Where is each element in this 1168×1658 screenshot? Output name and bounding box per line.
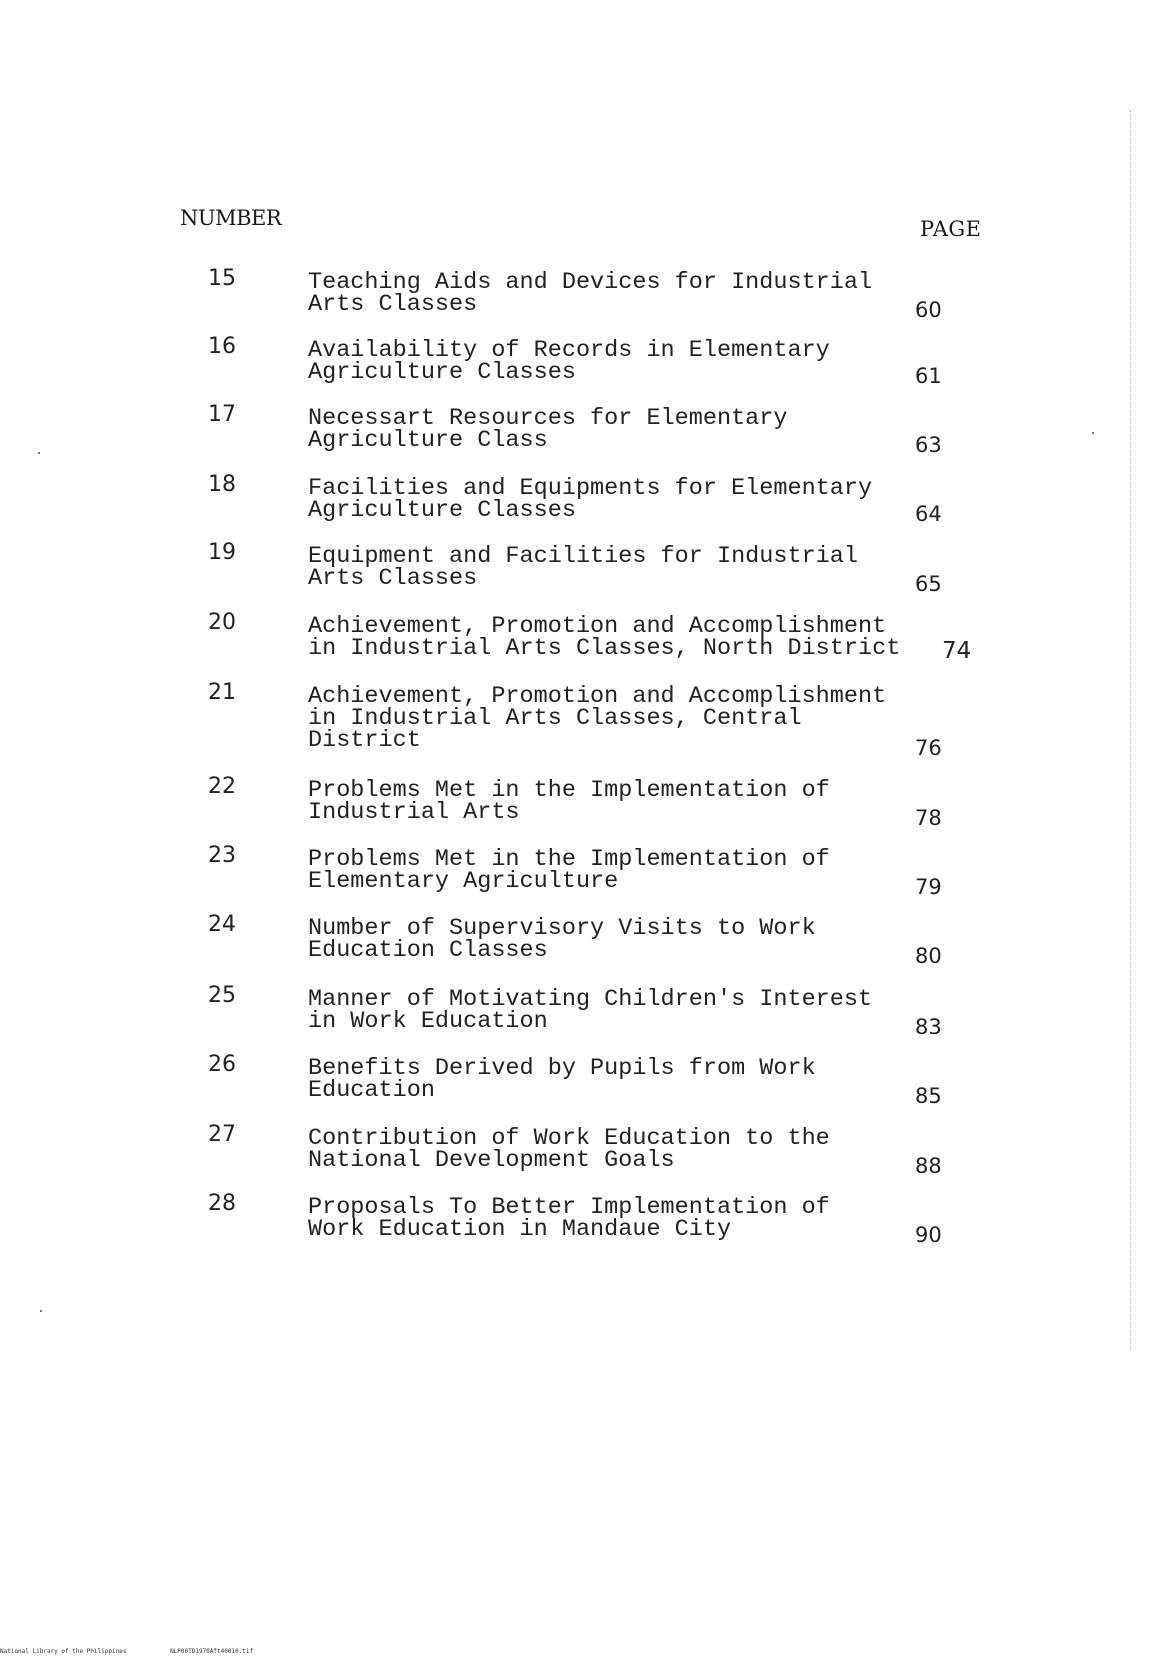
entry-title: Problems Met in the Implementation of Industrial Arts <box>308 777 830 826</box>
entry-page: 78 <box>915 806 942 830</box>
number-column-header: NUMBER <box>180 206 282 230</box>
scan-speck <box>1092 432 1094 434</box>
scan-edge-line <box>1130 110 1132 1350</box>
entry-number: 18 <box>208 472 236 497</box>
entry-title: Manner of Motivating Children's Interest in Work Education <box>308 986 873 1035</box>
entry-number: 28 <box>208 1191 236 1216</box>
entry-title: Availability of Records in Elementary Agriculture Classes <box>308 337 830 386</box>
page-column-header: PAGE <box>920 217 982 241</box>
entry-number: 26 <box>208 1052 236 1077</box>
scan-speck <box>38 452 40 454</box>
entry-number: 23 <box>208 843 236 868</box>
entry-number: 19 <box>208 540 236 565</box>
entry-number: 22 <box>208 774 236 799</box>
entry-number: 15 <box>208 266 236 291</box>
entry-title: Proposals To Better Implementation of Work Education in Mandaue City <box>308 1194 830 1243</box>
entry-page: 80 <box>915 944 942 968</box>
entry-title: Problems Met in the Implementation of Elementary Agriculture <box>308 846 830 895</box>
entry-page: 60 <box>915 298 942 322</box>
entry-page: 83 <box>915 1015 942 1039</box>
entry-page: 76 <box>915 736 942 760</box>
entry-title: Achievement, Promotion and Accomplishment in Industrial Arts Classes, Central District <box>308 683 887 754</box>
entry-title: Number of Supervisory Visits to Work Education Classes <box>308 915 816 964</box>
entry-number: 20 <box>208 610 236 635</box>
entry-page: 85 <box>915 1084 942 1108</box>
entry-page: 63 <box>915 433 942 457</box>
entry-page: 88 <box>915 1154 942 1178</box>
entry-page: 90 <box>915 1223 942 1247</box>
footer-library: National Library of the Philippines <box>0 1648 127 1655</box>
entry-title: Teaching Aids and Devices for Industrial Arts Classes <box>308 269 873 318</box>
entry-page: 74 <box>942 638 972 664</box>
scan-footer <box>0 1648 293 1655</box>
entry-title: Facilities and Equipments for Elementary Agriculture Classes <box>308 475 873 524</box>
entry-number: 17 <box>208 402 236 427</box>
entry-page: 79 <box>915 875 942 899</box>
entry-title: Benefits Derived by Pupils from Work Education <box>308 1055 816 1104</box>
entry-number: 24 <box>208 912 236 937</box>
entry-title: Necessart Resources for Elementary Agriculture Class <box>308 405 788 454</box>
entry-title: Contribution of Work Education to the National Development Goals <box>308 1125 830 1174</box>
entry-number: 16 <box>208 334 236 359</box>
scan-speck <box>40 1310 42 1312</box>
entry-page: 64 <box>915 502 942 526</box>
entry-title: Equipment and Facilities for Industrial Arts Classes <box>308 543 858 592</box>
entry-number: 21 <box>208 680 236 705</box>
entry-title: Achievement, Promotion and Accomplishment in Industrial Arts Classes, North District <box>308 613 901 662</box>
footer-filename: NLP00TD1970Aft40010.tif <box>170 1648 254 1655</box>
entry-number: 25 <box>208 983 236 1008</box>
entry-number: 27 <box>208 1122 236 1147</box>
entry-page: 61 <box>915 364 942 388</box>
entry-page: 65 <box>915 572 942 596</box>
